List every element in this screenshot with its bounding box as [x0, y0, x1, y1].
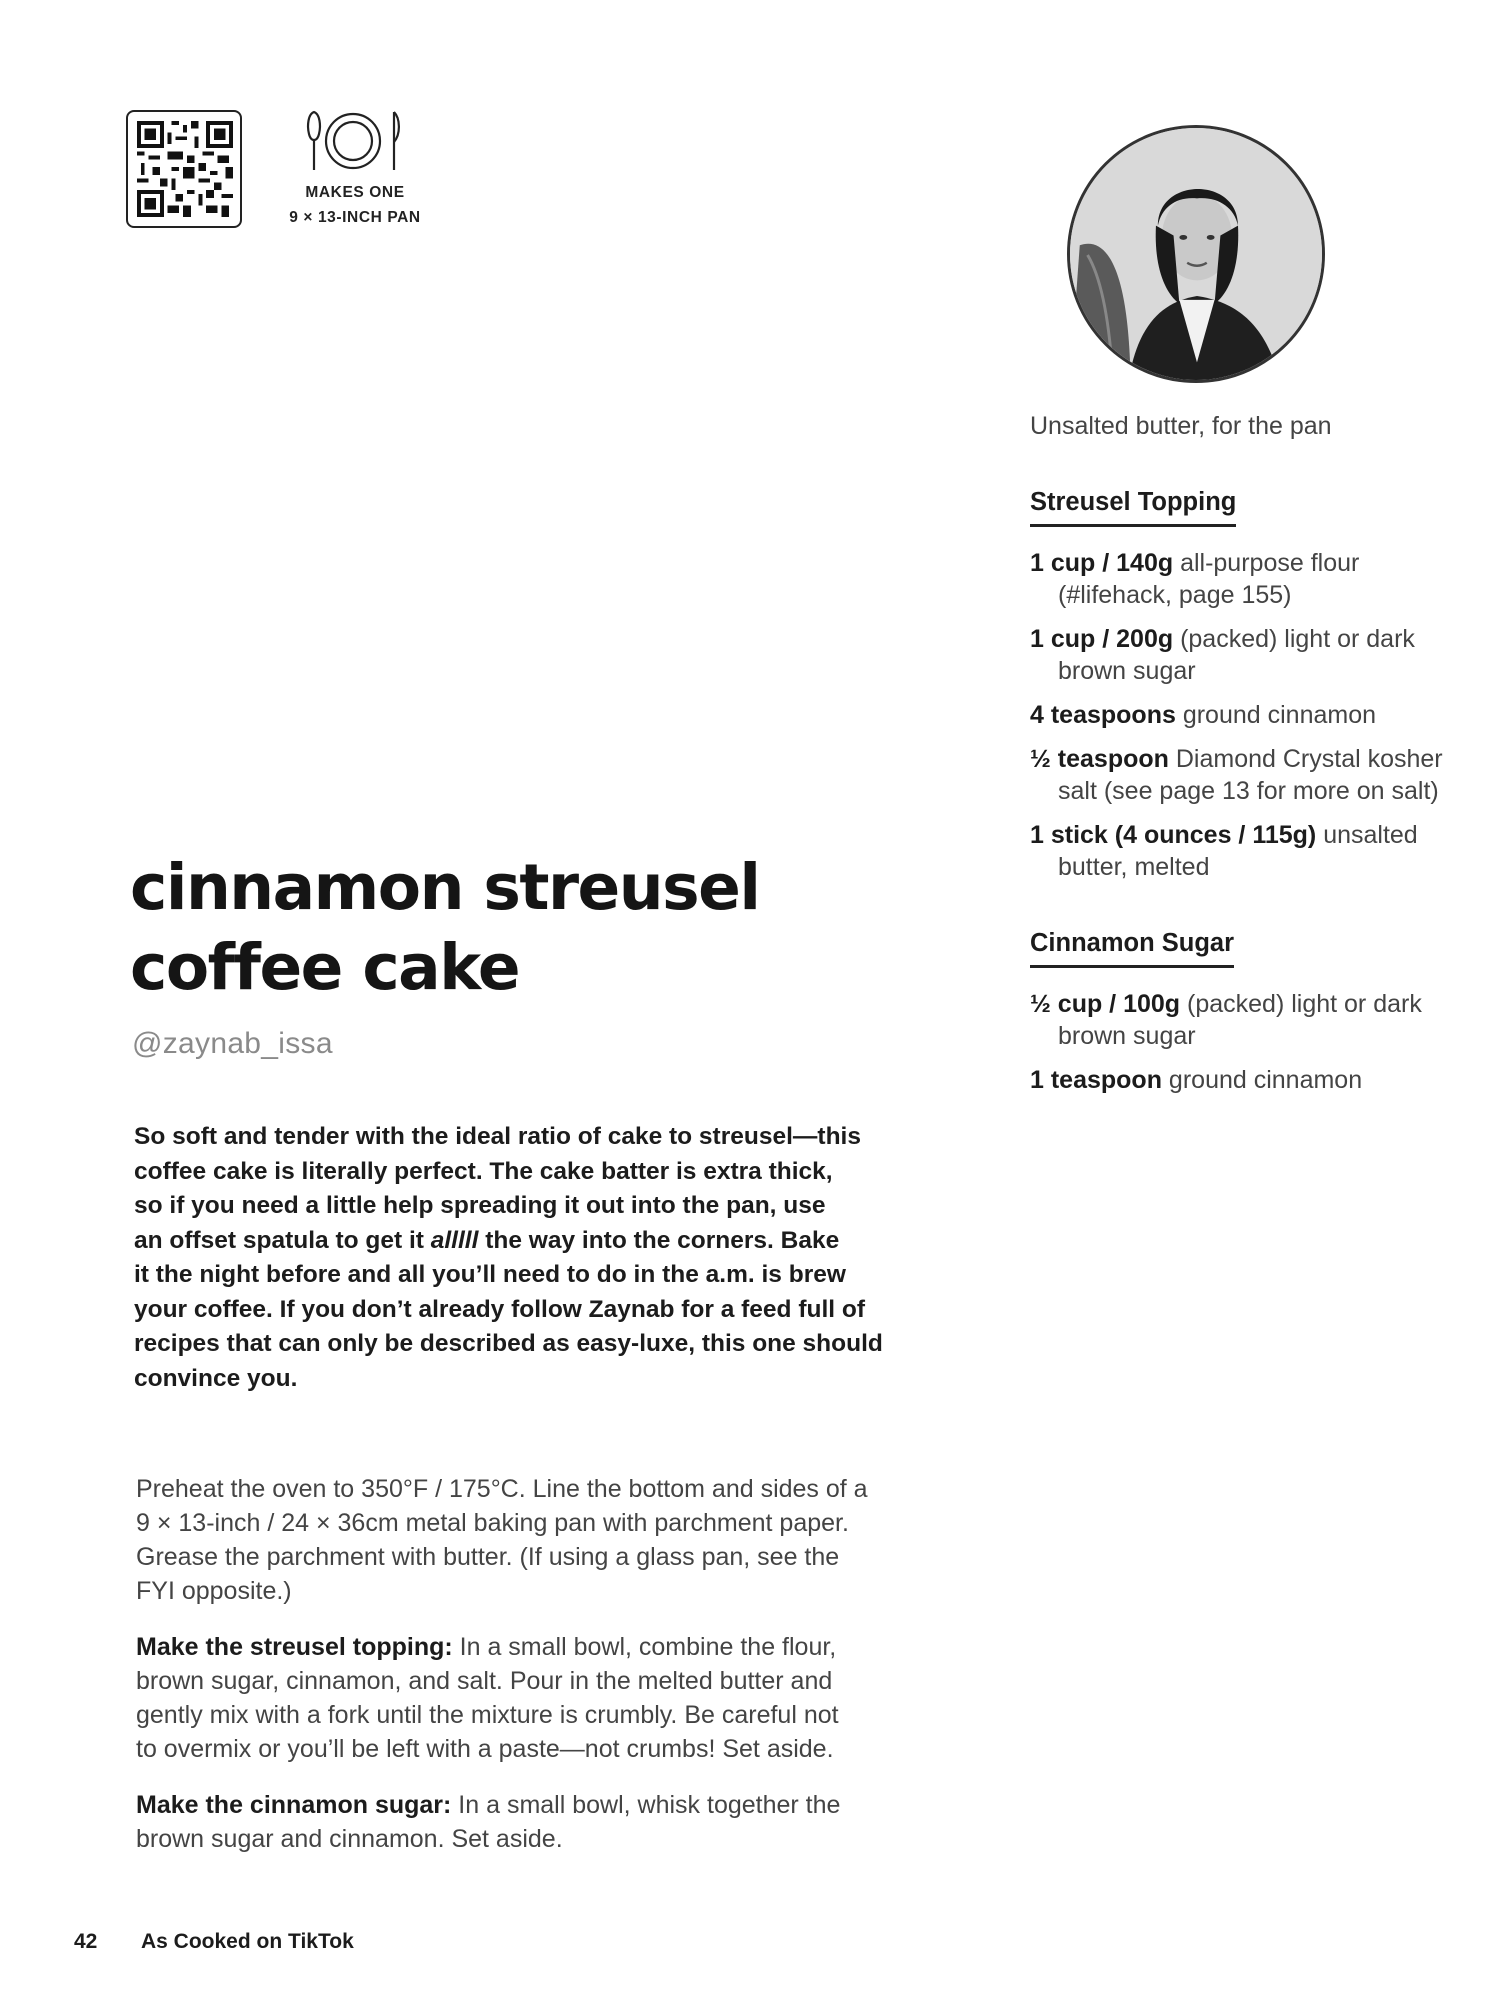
recipe-title	[130, 848, 930, 1008]
streusel-topping-heading: Streusel Topping	[1030, 486, 1236, 527]
intro-line: So soft and tender with the ideal ratio of cake to streusel—this	[134, 1123, 861, 1150]
intro-paragraph	[134, 1120, 964, 1396]
intro-line: it the night before and all you’ll need to do in the a.m. is brew	[134, 1261, 846, 1288]
qr-code-icon[interactable]	[126, 110, 242, 228]
ingredient-brown-sugar: 1 cup / 200g (packed) light or dark brown sugar	[1030, 625, 1415, 685]
intro-line: recipes that can only be described as easy-luxe, this one should	[134, 1330, 883, 1357]
intro-line: so if you need a little help spreading it out into the pan, use	[134, 1192, 826, 1219]
plate-with-utensils-icon	[300, 108, 410, 173]
ingredient-butter: 1 stick (4 ounces / 115g) unsalted butter, melted	[1030, 821, 1418, 881]
ingredient-pan-butter: Unsalted butter, for the pan	[1030, 412, 1332, 440]
yield-line-2: 9 × 13-INCH PAN	[289, 209, 421, 226]
book-title: As Cooked on TikTok	[141, 1930, 354, 1953]
ingredient-cs-cinnamon: 1 teaspoon ground cinnamon	[1030, 1066, 1363, 1094]
yield-info	[250, 180, 460, 230]
page-number: 42	[74, 1930, 98, 1953]
method-steps: Preheat the oven to 350°F / 175°C. Line the bottom and sides of a 9 × 13-inch / 24 × 36cm metal baking pan with parchment paper. Grease the parchment with butter. (If using a glass pan, see the FYI opposite.) Make the streusel topping: In a small bowl, combine the flour, brown sugar, cinnamon, and salt. Pour in the melted butter and gently mix with a fork until the mixture is crumbly. Be careful not to overmix or you’ll be left with a paste—not crumbs! Set aside. Make the cinnamon sugar: In a small bowl, whisk together the brown sugar and cinnamon. Set aside.	[136, 1475, 868, 1853]
intro-line: your coffee. If you don’t already follow Zaynab for a feed full of	[134, 1295, 865, 1323]
author-photo	[1067, 125, 1325, 383]
title-line-2: coffee cake	[130, 931, 520, 1004]
ingredient-salt: ½ teaspoon Diamond Crystal kosher salt (see page 13 for more on salt)	[1030, 745, 1443, 805]
yield-line-1: MAKES ONE	[305, 184, 405, 201]
ingredient-cs-brown-sugar: ½ cup / 100g (packed) light or dark brown sugar	[1030, 990, 1422, 1050]
ingredients-list	[1030, 410, 1450, 1108]
cinnamon-sugar-heading: Cinnamon Sugar	[1030, 927, 1234, 968]
intro-line: convince you.	[134, 1364, 298, 1392]
ingredient-flour: 1 cup / 140g all-purpose flour (#lifehack, page 155)	[1030, 549, 1360, 609]
intro-line: coffee cake is literally perfect. The cake batter is extra thick,	[134, 1157, 833, 1185]
author-handle[interactable]: @zaynab_issa	[132, 1027, 333, 1060]
intro-line: an offset spatula to get it alllll the way into the corners. Bake	[134, 1226, 840, 1254]
ingredient-cinnamon: 4 teaspoons ground cinnamon	[1030, 701, 1377, 729]
title-line-1: cinnamon streusel	[130, 851, 760, 924]
